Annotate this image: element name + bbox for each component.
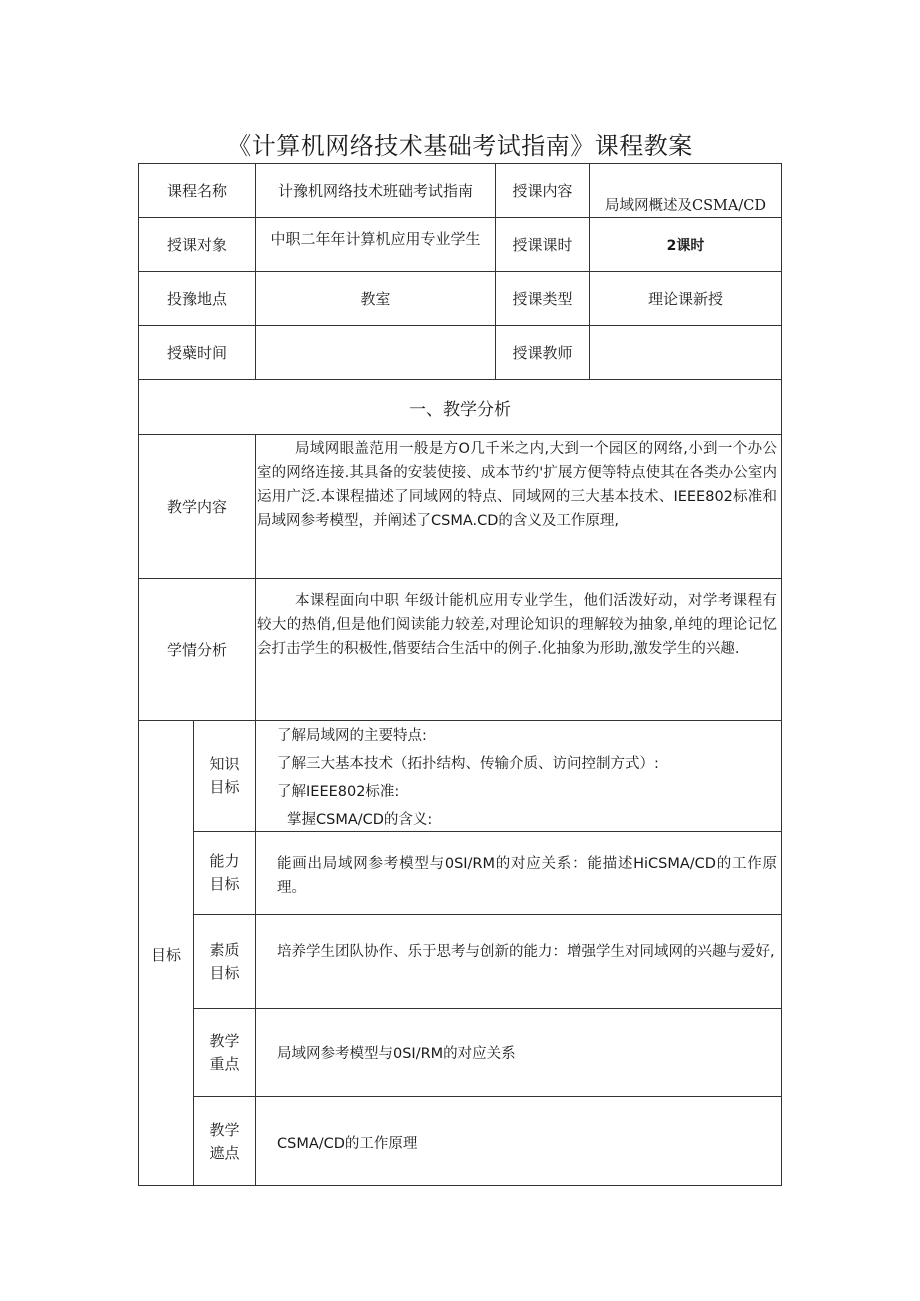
knowledge-goal-label-2: 目标: [209, 778, 240, 796]
ability-goal-label-1: 能力: [209, 852, 240, 870]
student-analysis-label: 学情分析: [166, 641, 227, 659]
knowledge-goal-label: [194, 721, 255, 831]
type-value: 理论课新授: [647, 290, 723, 308]
teaching-focus-label-2: 重点: [209, 1054, 240, 1073]
time-value: [256, 326, 495, 379]
quality-goal-label-2: 目标: [209, 963, 240, 982]
type-label: 授课类型: [512, 290, 573, 308]
column-divider: [255, 434, 256, 720]
quality-goal-text: 培养学生团队协作、乐于思考与创新的能力：增强学生对同域网的兴趣与爱好,: [277, 944, 775, 960]
teaching-focus-label: [194, 1009, 255, 1096]
row-divider: [193, 1008, 781, 1009]
hours-label: 授课课时: [512, 236, 573, 254]
knowledge-goal-list: [277, 724, 777, 833]
lesson-plan-table: [138, 163, 782, 1186]
section-heading: 一、教学分析: [409, 399, 511, 420]
ability-goal-text: 能画出局域网参考模型与0SI/RM的对应关系：能描述HiCSMA/CD的工作原理。: [277, 856, 777, 896]
course-name-label: 课程名称: [166, 182, 227, 200]
student-analysis-text: 本课程面向中职 年级计能机应用专业学生，他们活泼好动，对学考课程有较大的热俏,但是他们阅读能力较差,对理论知识的理解较为抽象,单纯的理论记忆会打击学生的积极性,偕要结合生活中的例子.化抽象为形助,激发学生的兴趣.: [257, 593, 777, 657]
teacher-label: 授课教师: [512, 344, 573, 362]
page-title: 《计算机网络技术基础考试指南》课程教案: [227, 132, 693, 160]
place-value: 教室: [360, 290, 391, 308]
ability-goal-label: [194, 832, 255, 914]
quality-goal-label-1: 素质: [209, 940, 240, 959]
place-label: 投豫地点: [166, 290, 227, 308]
content-value: 局域网概述及CSMA/CD: [605, 198, 766, 214]
teaching-focus-text: 局域网参考模型与0SI/RM的对应关系: [277, 1046, 516, 1062]
column-divider: [255, 720, 256, 1186]
row-divider: [193, 1096, 781, 1097]
teaching-content-text: 局域网眼盖范用一般是方O几千米之内,大到一个园区的网络,小到一个办公室的网络连接.其具备的安装使接、成本节约'扩展方便等特点使其在各类办公室内运用广泛.本课程描述了同域网的特点、同域网的三大基本技术、IEEE802标准和局域网参考模型，并阐述了CSMA.CD的含义及工作原理,: [257, 441, 777, 529]
teaching-content-label: 教学内容: [166, 498, 227, 516]
ability-goal-label-2: 目标: [209, 875, 240, 893]
teaching-focus-label-1: 教学: [209, 1031, 240, 1050]
teaching-difficulty-label-2: 遮点: [209, 1143, 240, 1162]
teaching-difficulty-text: CSMA/CD的工作原理: [277, 1136, 418, 1152]
teaching-difficulty-label: [194, 1097, 255, 1186]
list-item: 掌握CSMA/CD的含义:: [287, 812, 433, 828]
teacher-value: [590, 326, 781, 379]
time-label: 授蘗时间: [166, 344, 227, 362]
audience-label: 授课对象: [166, 236, 227, 254]
hours-value: 2课时: [666, 237, 705, 254]
row-divider: [193, 914, 781, 915]
course-name-value: 计豫机网络技术班础考试指南: [277, 182, 473, 200]
list-item: 了解局域网的主要特点:: [277, 728, 427, 744]
quality-goal-label: [194, 915, 255, 1008]
list-item: 了解IEEE802标准:: [277, 784, 400, 800]
content-label: 授课内容: [512, 182, 573, 200]
teaching-difficulty-label-1: 教学: [209, 1120, 240, 1139]
knowledge-goal-label-1: 知识: [209, 755, 240, 773]
goals-label: 目标: [150, 945, 181, 964]
audience-value: 中职二年年计算机应用专业学生: [270, 230, 481, 248]
list-item: 了解三大基本技术（拓扑结构、传输介质、访问控制方式）:: [277, 756, 659, 772]
